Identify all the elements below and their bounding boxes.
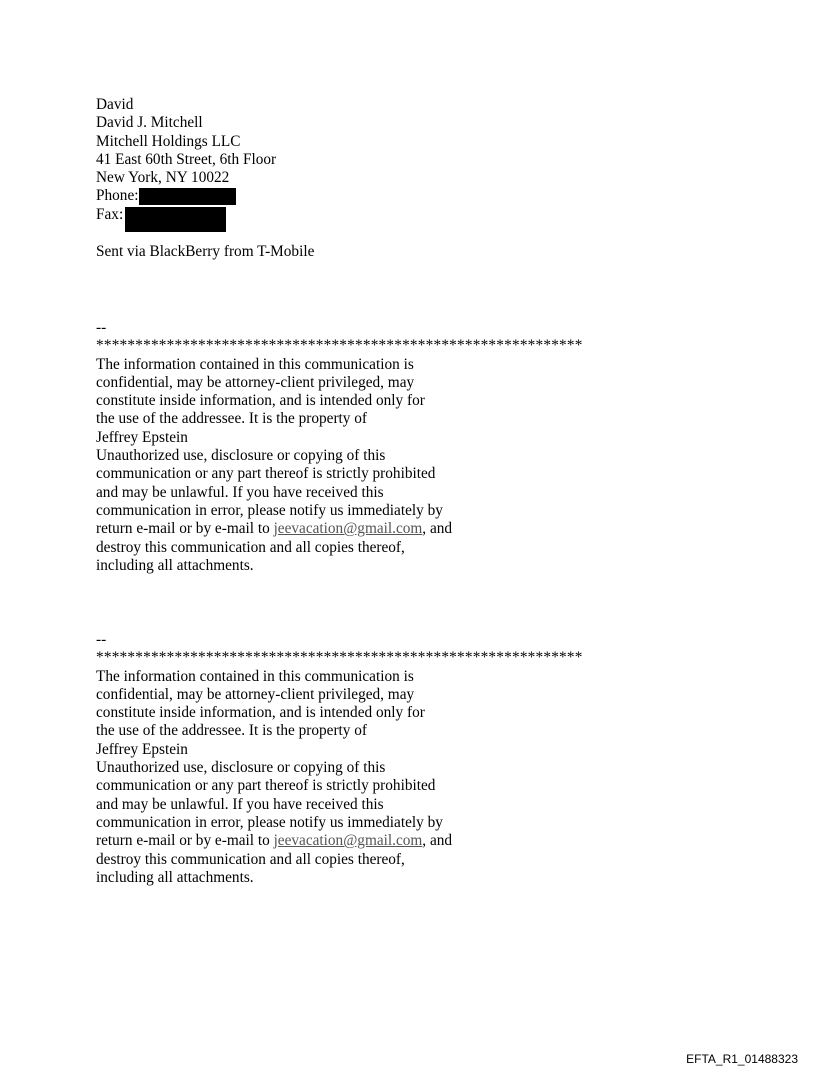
disclaimer-line: the use of the addressee. It is the property of — [96, 410, 368, 428]
email-link[interactable]: jeevacation@gmail.com — [273, 520, 423, 538]
disclaimer-line: the use of the addressee. It is the property of — [96, 722, 368, 740]
bates-number: EFTA_R1_01488323 — [686, 1052, 798, 1066]
disclaimer-line: The information contained in this communication is — [96, 355, 414, 373]
disclaimer-line: Jeffrey Epstein — [96, 740, 188, 758]
disclaimer-line: destroy this communication and all copies thereof, — [96, 850, 405, 868]
disclaimer-line: and may be unlawful. If you have received this — [96, 483, 384, 501]
sent-via-line — [96, 243, 314, 261]
disclaimer-line: destroy this communication and all copies thereof, — [96, 538, 405, 556]
disclaimer-return-line — [96, 832, 583, 850]
signature-full-name: David J. Mitchell — [96, 114, 203, 132]
signature-fax-row — [96, 206, 276, 224]
email-link[interactable]: jeevacation@gmail.com — [273, 832, 423, 850]
disclaimer-block — [96, 631, 583, 887]
signature-first-name: David — [96, 96, 134, 113]
disclaimer-line: The information contained in this communication is — [96, 667, 414, 685]
disclaimer-line: communication in error, please notify us immediately by — [96, 501, 443, 519]
disclaimer-line: Jeffrey Epstein — [96, 428, 188, 446]
disclaimer-star-rule: ************************************************************** — [96, 337, 583, 355]
return-suffix: , and — [422, 520, 453, 538]
return-prefix: return e-mail or by e-mail to — [96, 832, 274, 850]
signature-phone-row — [96, 187, 276, 205]
signature-address-line2: New York, NY 10022 — [96, 169, 230, 187]
disclaimer-block — [96, 319, 583, 575]
sent-via-text: Sent via BlackBerry from T-Mobile — [96, 243, 315, 260]
disclaimer-line: confidential, may be attorney-client privileged, may — [96, 685, 415, 703]
disclaimer-line: including all attachments. — [96, 556, 254, 574]
email-signature — [96, 96, 276, 224]
disclaimer-return-line — [96, 520, 583, 538]
disclaimer-line: constitute inside information, and is intended only for — [96, 392, 425, 410]
disclaimer-line: including all attachments. — [96, 868, 254, 886]
disclaimer-star-rule: ************************************************************** — [96, 649, 583, 667]
disclaimer-line: communication or any part thereof is strictly prohibited — [96, 465, 436, 483]
phone-redaction-box — [139, 188, 236, 205]
disclaimer-line: communication or any part thereof is strictly prohibited — [96, 777, 436, 795]
signature-address-line1: 41 East 60th Street, 6th Floor — [96, 150, 277, 168]
return-prefix: return e-mail or by e-mail to — [96, 520, 274, 538]
fax-label: Fax: — [96, 205, 124, 223]
disclaimer-separator: -- — [96, 319, 107, 336]
phone-label: Phone: — [96, 187, 139, 205]
disclaimer-line: confidential, may be attorney-client privileged, may — [96, 373, 415, 391]
return-suffix: , and — [422, 832, 453, 850]
disclaimer-line: constitute inside information, and is intended only for — [96, 704, 425, 722]
disclaimer-line: and may be unlawful. If you have received this — [96, 795, 384, 813]
fax-redaction-box — [125, 207, 226, 232]
signature-company: Mitchell Holdings LLC — [96, 132, 241, 150]
disclaimer-separator: -- — [96, 631, 107, 648]
disclaimer-line: Unauthorized use, disclosure or copying of this — [96, 759, 386, 777]
disclaimer-line: Unauthorized use, disclosure or copying of this — [96, 447, 386, 465]
disclaimer-line: communication in error, please notify us immediately by — [96, 813, 443, 831]
